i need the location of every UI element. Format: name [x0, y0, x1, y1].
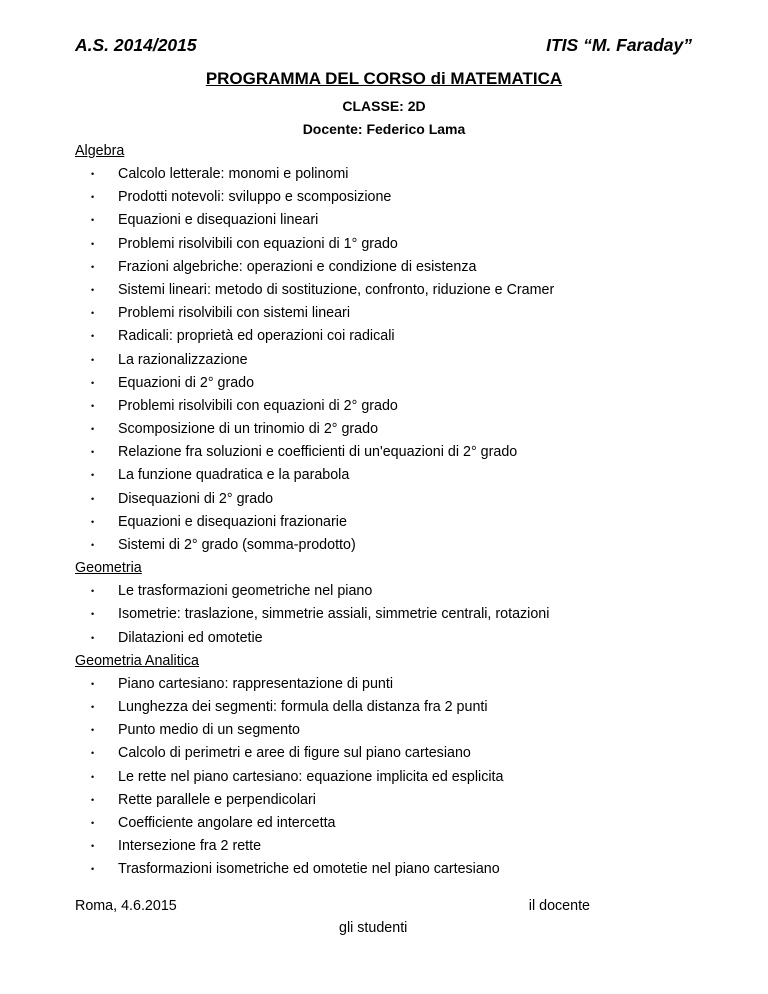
- bullet-icon: •: [91, 817, 95, 828]
- bullet-icon: •: [91, 215, 95, 226]
- list-item-text: Disequazioni di 2° grado: [118, 490, 274, 507]
- bullet-icon: •: [91, 238, 95, 249]
- list-item-text: Piano cartesiano: rappresentazione di punti: [118, 675, 393, 692]
- list-item: [75, 789, 695, 812]
- teacher-signature-label: il docente: [528, 898, 590, 914]
- bullet-icon: •: [91, 725, 95, 736]
- section: [75, 140, 695, 557]
- bullet-icon: •: [91, 841, 95, 852]
- bullet-icon: •: [91, 284, 95, 295]
- list-item: [75, 858, 695, 881]
- school-year: A.S. 2014/2015: [75, 35, 197, 55]
- class-line: CLASSE: 2D: [342, 98, 426, 114]
- page-title: PROGRAMMA DEL CORSO di MATEMATICA: [205, 69, 563, 88]
- list-item: [75, 325, 695, 348]
- bullet-icon: •: [91, 493, 95, 504]
- list-item-text: Equazioni e disequazioni lineari: [118, 212, 319, 229]
- bullet-icon: •: [91, 864, 95, 875]
- list-item: [75, 719, 695, 742]
- bullet-icon: •: [91, 192, 95, 203]
- list-item-text: Prodotti notevoli: sviluppo e scomposizione: [118, 189, 392, 206]
- list-item: [75, 835, 695, 858]
- list-item-text: Isometrie: traslazione, simmetrie assiali, simmetrie centrali, rotazioni: [118, 606, 550, 623]
- list-item-text: Punto medio di un segmento: [118, 722, 301, 739]
- bullet-icon: •: [91, 794, 95, 805]
- list-item-text: Equazioni di 2° grado: [118, 374, 255, 391]
- list-item-text: Intersezione fra 2 rette: [118, 838, 262, 855]
- list-item: [75, 464, 695, 487]
- list-item: [75, 186, 695, 209]
- list-item: [75, 279, 695, 302]
- bullet-icon: •: [91, 470, 95, 481]
- list-item-text: La funzione quadratica e la parabola: [118, 467, 350, 484]
- bullet-icon: •: [91, 308, 95, 319]
- list-item: [75, 256, 695, 279]
- bullet-icon: •: [91, 632, 95, 643]
- section-heading: Geometria: [75, 560, 142, 577]
- list-item-text: Trasformazioni isometriche ed omotetie nel piano cartesiano: [118, 861, 500, 878]
- section-heading: Algebra: [75, 143, 125, 159]
- list-item-text: Calcolo di perimetri e aree di figure sul piano cartesiano: [118, 745, 471, 762]
- list-item: [75, 742, 695, 765]
- students-signature-label: gli studenti: [339, 920, 408, 936]
- bullet-icon: •: [91, 447, 95, 458]
- list-item-text: Sistemi di 2° grado (somma-prodotto): [118, 537, 356, 553]
- list-item-text: Frazioni algebriche: operazioni e condizione di esistenza: [118, 258, 477, 275]
- list-item-text: Problemi risolvibili con equazioni di 2° grado: [118, 397, 398, 414]
- bullet-icon: •: [91, 261, 95, 272]
- list-item-text: Problemi risolvibili con sistemi lineari: [118, 305, 350, 322]
- section: [75, 650, 695, 882]
- list-item: [75, 209, 695, 232]
- list-item: [75, 627, 695, 650]
- school-name: ITIS “M. Faraday”: [546, 35, 692, 55]
- list-item: [75, 163, 695, 186]
- list-item: [75, 418, 695, 441]
- bullet-icon: •: [91, 609, 95, 620]
- list-item: [75, 580, 695, 603]
- list-item: [75, 511, 695, 534]
- list-item: [75, 349, 695, 372]
- list-item: [75, 233, 695, 256]
- list-item-text: Le trasformazioni geometriche nel piano: [118, 583, 373, 600]
- list-item-text: Rette parallele e perpendicolari: [118, 791, 316, 808]
- list-item-text: Coefficiente angolare ed intercetta: [118, 814, 336, 831]
- list-item-text: Equazioni e disequazioni frazionarie: [118, 513, 347, 530]
- place-date: Roma, 4.6.2015: [75, 898, 177, 914]
- list-item-text: Lunghezza dei segmenti: formula della distanza fra 2 punti: [118, 698, 488, 715]
- bullet-icon: •: [91, 354, 95, 365]
- bullet-icon: •: [91, 331, 95, 342]
- list-item: [75, 395, 695, 418]
- bullet-icon: •: [91, 424, 95, 435]
- section-heading: Geometria Analitica: [75, 652, 199, 669]
- course-program: [75, 140, 695, 881]
- bullet-icon: •: [91, 377, 95, 388]
- list-item: [75, 372, 695, 395]
- list-item-text: Calcolo letterale: monomi e polinomi: [118, 166, 349, 182]
- bullet-icon: •: [91, 771, 95, 782]
- list-item-text: Problemi risolvibili con equazioni di 1° grado: [118, 235, 398, 252]
- bullet-icon: •: [91, 701, 95, 712]
- list-item: [75, 766, 695, 789]
- teacher-line: Docente: Federico Lama: [302, 121, 466, 137]
- list-item: [75, 603, 695, 626]
- list-item: [75, 673, 695, 696]
- bullet-icon: •: [91, 169, 95, 179]
- bullet-icon: •: [91, 400, 95, 411]
- list-item: [75, 696, 695, 719]
- list-item: [75, 441, 695, 464]
- list-item-text: La razionalizzazione: [118, 351, 248, 368]
- list-item: [75, 812, 695, 835]
- list-item-text: Scomposizione di un trinomio di 2° grado: [118, 421, 379, 438]
- list-item: [75, 302, 695, 325]
- list-item: [75, 534, 695, 557]
- bullet-icon: •: [91, 748, 95, 759]
- list-item-text: Sistemi lineari: metodo di sostituzione, confronto, riduzione e Cramer: [118, 281, 555, 298]
- list-item-text: Relazione fra soluzioni e coefficienti di un'equazioni di 2° grado: [118, 444, 518, 461]
- list-item-text: Dilatazioni ed omotetie: [118, 629, 263, 646]
- list-item: [75, 488, 695, 511]
- bullet-icon: •: [91, 540, 95, 550]
- list-item-text: Radicali: proprietà ed operazioni coi radicali: [118, 328, 395, 345]
- section: [75, 557, 695, 650]
- bullet-icon: •: [91, 678, 95, 689]
- bullet-icon: •: [91, 586, 95, 597]
- list-item-text: Le rette nel piano cartesiano: equazione implicita ed esplicita: [118, 768, 504, 785]
- bullet-icon: •: [91, 516, 95, 527]
